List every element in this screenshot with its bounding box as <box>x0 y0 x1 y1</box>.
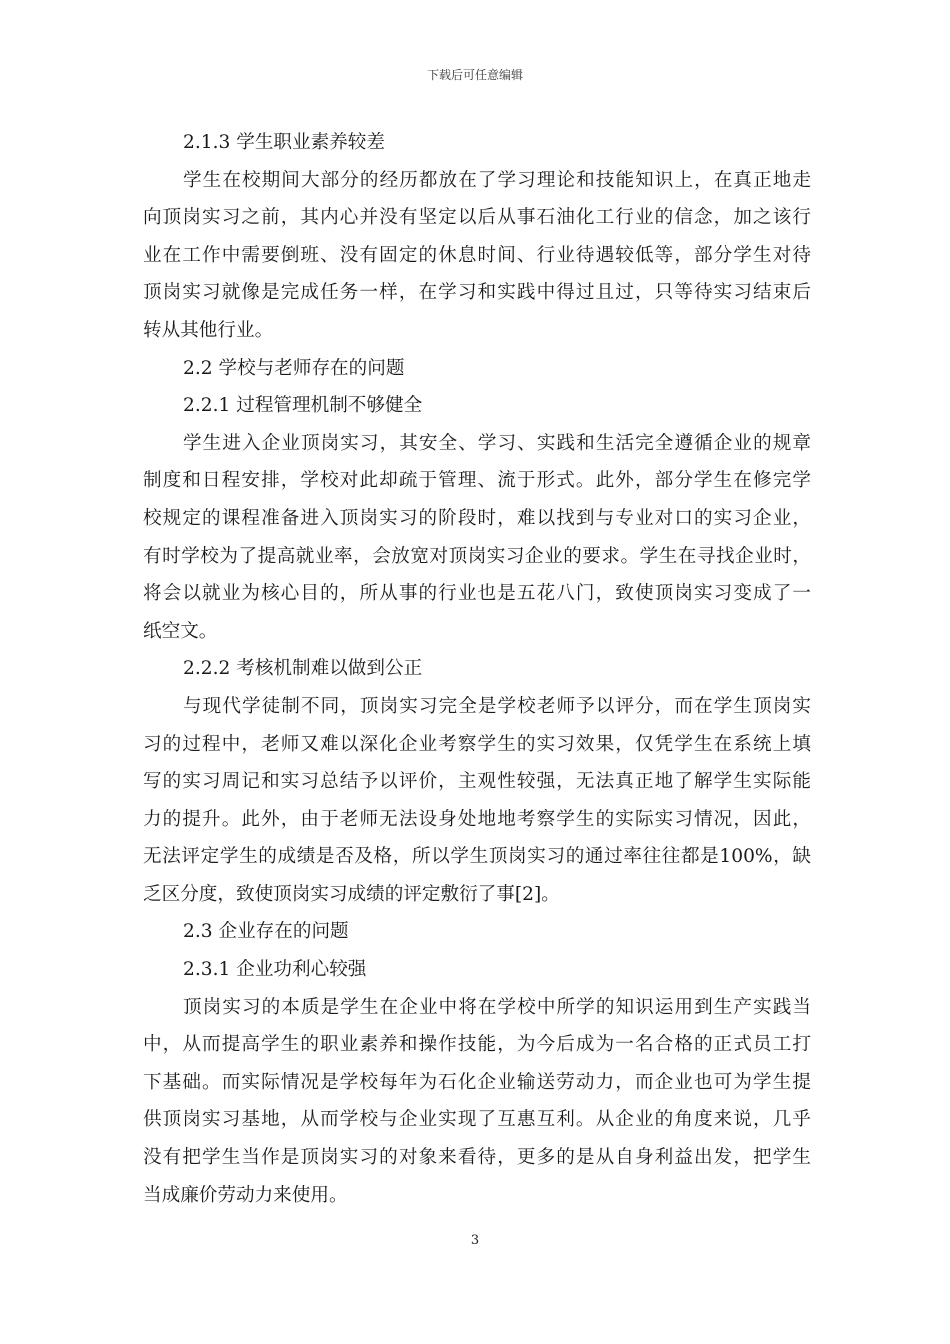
paragraph-line: 学生进入企业顶岗实习，其安全、学习、实践和生活完全遵循企业的规章 <box>183 432 811 454</box>
document-body <box>143 124 811 1214</box>
paragraph-line: 中，从而提高学生的职业素养和操作技能，为今后成为一名合格的正式员工打 <box>143 1034 811 1056</box>
section-heading-2-3-1: 2.3.1 企业功利心较强 <box>183 959 367 981</box>
paragraph-line: 将会以就业为核心目的，所从事的行业也是五花八门，致使顶岗实习变成了一 <box>143 583 811 605</box>
paragraph-line: 向顶岗实习之前，其内心并没有坚定以后从事石油化工行业的信念，加之该行 <box>143 207 811 229</box>
section-heading-2-2-2: 2.2.2 考核机制难以做到公正 <box>183 658 423 680</box>
paragraph-line: 下基础。而实际情况是学校每年为石化企业输送劳动力，而企业也可为学生提 <box>143 1071 811 1093</box>
paragraph-line: 无法评定学生的成绩是否及格，所以学生顶岗实习的通过率往往都是100%，缺 <box>143 846 811 868</box>
section-heading-2-3: 2.3 企业存在的问题 <box>183 921 349 943</box>
paragraph-line: 校规定的课程准备进入顶岗实习的阶段时，难以找到与专业对口的实习企业， <box>143 507 811 529</box>
paragraph-line: 学生在校期间大部分的经历都放在了学习理论和技能知识上，在真正地走 <box>183 169 811 191</box>
paragraph-line: 没有把学生当作是顶岗实习的对象来看待，更多的是从自身利益出发，把学生 <box>143 1147 811 1169</box>
paragraph-line: 乏区分度，致使顶岗实习成绩的评定敷衍了事[2]。 <box>143 883 560 905</box>
paragraph-line: 转从其他行业。 <box>143 319 274 341</box>
section-heading-2-2: 2.2 学校与老师存在的问题 <box>183 357 405 379</box>
paragraph-line: 力的提升。此外，由于老师无法设身处地地考察学生的实际实习情况，因此， <box>143 808 811 830</box>
paragraph-line: 与现代学徒制不同，顶岗实习完全是学校老师予以评分，而在学生顶岗实 <box>183 695 811 717</box>
section-heading-2-1-3: 2.1.3 学生职业素养较差 <box>183 132 385 153</box>
paragraph-line: 供顶岗实习基地，从而学校与企业实现了互惠互利。从企业的角度来说，几乎 <box>143 1109 811 1131</box>
paragraph-line: 业在工作中需要倒班、没有固定的休息时间、行业待遇较低等，部分学生对待 <box>143 244 811 266</box>
paragraph-line: 顶岗实习就像是完成任务一样，在学习和实践中得过且过，只等待实习结束后 <box>143 282 811 304</box>
paragraph-line: 当成廉价劳动力来使用。 <box>143 1184 348 1206</box>
paragraph-line: 写的实习周记和实习总结予以评价，主观性较强，无法真正地了解学生实际能 <box>143 771 811 793</box>
paragraph-line: 制度和日程安排，学校对此却疏于管理、流于形式。此外，部分学生在修完学 <box>143 470 811 492</box>
page-number: 3 <box>470 1233 480 1248</box>
paragraph-line: 纸空文。 <box>143 620 218 642</box>
section-heading-2-2-1: 2.2.1 过程管理机制不够健全 <box>183 395 423 417</box>
header-note: 下载后可任意编辑 <box>426 68 523 82</box>
paragraph-line: 顶岗实习的本质是学生在企业中将在学校中所学的知识运用到生产实践当 <box>183 996 811 1018</box>
paragraph-line: 有时学校为了提高就业率，会放宽对顶岗实习企业的要求。学生在寻找企业时， <box>143 545 811 567</box>
paragraph-line: 习的过程中，老师又难以深化企业考察学生的实习效果，仅凭学生在系统上填 <box>143 733 811 755</box>
